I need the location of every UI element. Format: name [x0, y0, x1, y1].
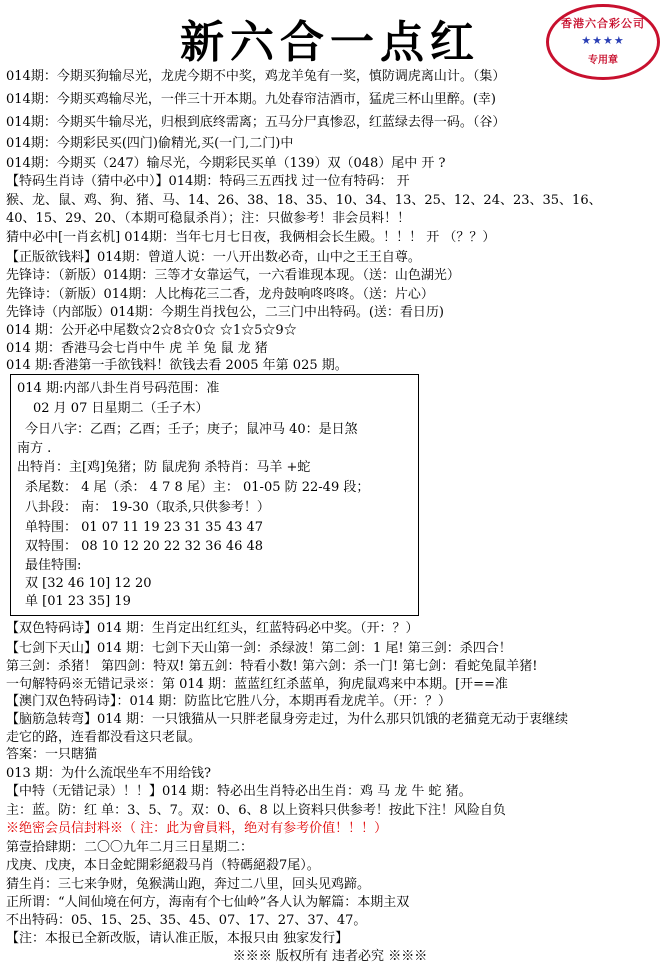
text-line: 主：蓝。防：红 单：3、5、7。双：0、6、8 以上资料只供参考！按此下注！风险自负	[6, 803, 506, 818]
box-line: 出特肖：主[鸡]兔猪；防 鼠虎狗 杀特肖：马羊 +蛇	[17, 460, 311, 475]
copyright-line: ※※※ 版权所有 违者必究 ※※※	[232, 949, 428, 964]
stamp-top-text: 香港六合彩公司	[561, 17, 645, 30]
footer-notice: 【注：本报已全新改版，请认准正版，本报只由 独家发行】	[6, 931, 349, 946]
text-line: 戊庚、戊庚，本日金蛇開彩絕殺马肖（特碼絕殺7尾）。	[6, 858, 320, 873]
text-line: 一句解特码※无错记录※：第 014 期：蓝蓝红红杀蓝单，狗虎鼠鸡来中本期。[开==准	[6, 677, 508, 692]
page-title: 新六合一点红	[180, 17, 480, 68]
text-line: 【澳门双色特码诗】：014 期：防监比它胜八分，本期再看龙虎羊。（开：？）	[6, 694, 451, 709]
box-line: 今日八字：乙酉；乙酉；壬子；庚子；鼠冲马 40：是日煞	[25, 422, 358, 437]
text-line: 【脑筋急转弯】014 期：一只饿猫从一只胖老鼠身旁走过，为什么那只饥饿的老猫竟无动于衷继续	[6, 712, 568, 727]
box-line: 014 期:内部八卦生肖号码范围：准	[17, 381, 220, 396]
text-line: 先锋诗：（新版）014期：人比梅花三二香，龙舟鼓响咚咚咚。（送：片心）	[6, 287, 434, 302]
box-line: 单特围： 01 07 11 19 23 31 35 43 47	[25, 520, 264, 535]
box-line: 八卦段： 南： 19-30（取杀,只供参考！）	[25, 500, 270, 515]
box-line: 杀尾数： 4 尾（杀： 4 7 8 尾）主： 01-05 防 22-49 段；	[25, 480, 370, 495]
text-line: 014 期：公开必中尾数☆2☆8☆0☆ ☆1☆5☆9☆	[6, 323, 297, 338]
text-line: 【中特（无错记录）！！】014 期：特必出生肖特必出生肖：鸡 马 龙 牛 蛇 猪。	[6, 784, 472, 799]
text-line: 014期：今期买狗输尽光，龙虎今期不中奖，鸡龙羊兔有一奖，慎防调虎离山计。（集）	[6, 69, 506, 84]
text-line: 先锋诗（内部版）014期：今期生肖找包公，二三门中出特码。(送：看日历)	[6, 305, 444, 320]
text-line: 猴、龙、鼠、鸡、狗、猪、马、14、26、38、18、35、10、34、13、25、12、24、23、35、16、	[6, 193, 602, 208]
text-line: 先锋诗：（新版）014期：三等才女靠运气，一六看谁现本现。（送：山色湖光）	[6, 268, 460, 283]
box-line: 最佳特围:	[25, 558, 82, 573]
text-line: 【七剑下天山】014 期：七剑下天山第一剑：杀绿波！第二剑：1 尾! 第三剑：杀四合！	[6, 641, 512, 656]
text-line: 40、15、29、20、（本期可稳鼠杀肖）；注：只做参考！非会员料！！	[6, 211, 411, 226]
text-line: 014期：今期买牛输尽光，归根到底终需离；五马分尸真惨忍，红蓝绿去得一码。（谷）	[6, 115, 506, 130]
box-line: 单 [01 23 35] 19	[25, 594, 131, 609]
text-line: 【特码生肖诗（猜中必中）】014期：特码三五西找 过一位有特码： 开	[6, 174, 410, 189]
stamp-bottom-text: 专用章	[588, 55, 618, 66]
text-line: 【正版欲钱料】014期：曾道人说：一八开出数必奇，山中之王王自尊。	[6, 250, 421, 265]
text-line: 014期：今期买（247）输尽光，今期彩民买单（139）双（048）尾中 开 ?	[6, 156, 446, 171]
text-line: 猜生肖：三七来争财，兔猴满山跑，奔过二八里，回头见鸡蹄。	[6, 877, 371, 892]
text-line: 第壹拾肆期：二〇〇九年二月三日星期二：	[6, 840, 254, 855]
bagua-box	[10, 374, 419, 616]
text-line: 014期：今期彩民买(四门)偷精光,买(一门,二门)中	[6, 136, 294, 151]
text-line: 正所谓：“人间仙境在何方，海南有个七仙岭”各人认为解篇：本期主双	[6, 895, 410, 910]
text-line: 第三剑：杀猪！ 第四剑：特双! 第五剑：特看小数! 第六剑：杀一门! 第七剑：看蛇兔鼠羊猪!	[6, 659, 538, 674]
text-line: 014 期:香港第一手欲钱料！欲钱去看 2005 年第 025 期。	[6, 358, 348, 373]
text-line: 答案：一只瞎猫	[6, 747, 98, 762]
box-line: 双 [32 46 10] 12 20	[25, 576, 152, 591]
member-note-line: ※绝密会员信封料※（ 注：此为會員料，绝对有参考价值！！！）	[6, 821, 388, 836]
text-line: 013 期：为什么流氓坐车不用给钱?	[6, 766, 211, 781]
box-line: 南方 .	[17, 441, 52, 456]
text-line: 猜中必中[一肖玄机] 014期：当年七月七日夜，我俩相会长生殿。！！！ 开 （？？）	[6, 230, 496, 245]
text-line: 014 期：香港马会七肖中牛 虎 羊 兔 鼠 龙 猪	[6, 341, 268, 356]
box-line: 02 月 07 日星期二（壬子木）	[33, 401, 209, 416]
text-line: 不出特码：05、15、25、35、45、07、17、27、37、47。	[6, 913, 367, 928]
text-line: 走它的路，连看都没看这只老鼠。	[6, 730, 202, 745]
stamp-star-icon: ★★★★	[581, 34, 625, 47]
text-line: 【双色特码诗】014 期：生肖定出红红头，红蓝特码必中奖。（开：？）	[6, 621, 419, 636]
text-line: 014期：今期买鸡输尽光，一伴三十开本期。九处春帘洁酒市，猛虎三杯山里醉。(幸)	[6, 92, 496, 107]
box-line: 双特围： 08 10 12 20 22 32 36 46 48	[25, 539, 264, 554]
